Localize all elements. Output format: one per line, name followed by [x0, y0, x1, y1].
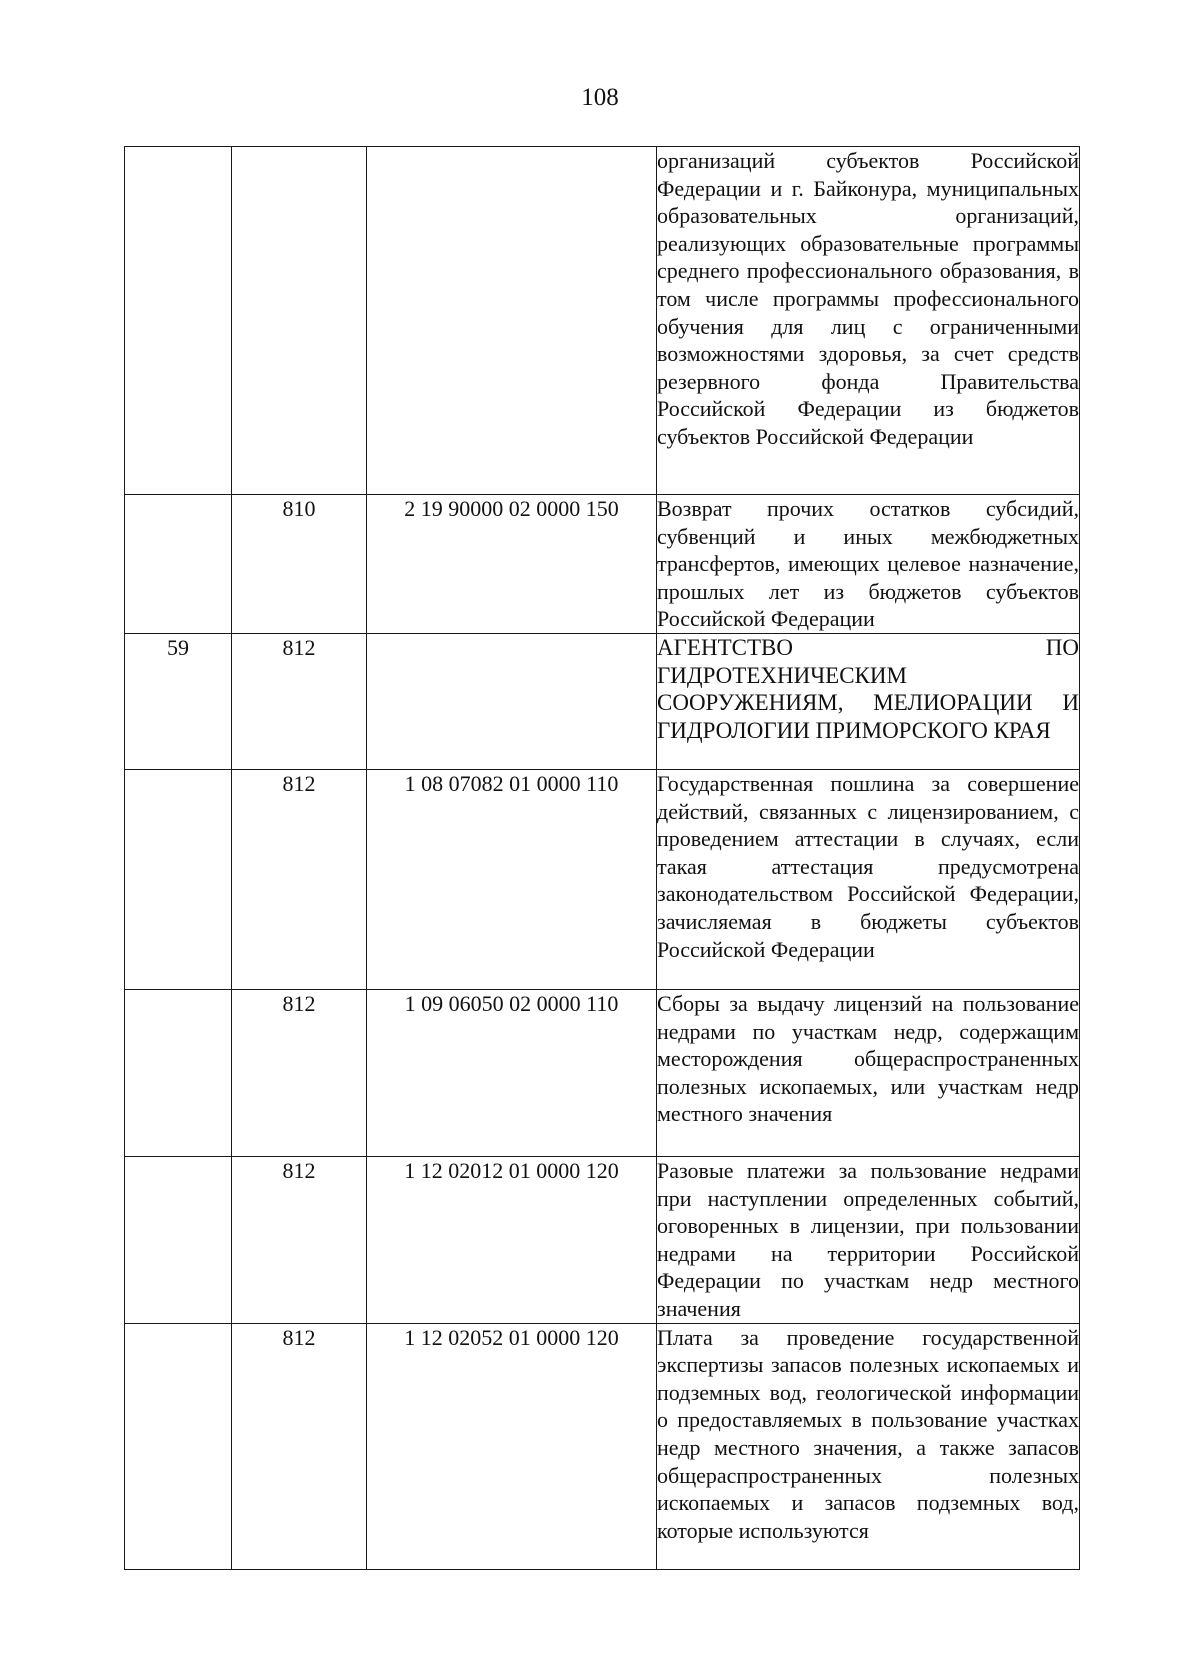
- budget-code-cell: 1 12 02012 01 0000 120: [367, 1156, 657, 1323]
- revenue-name-text: организаций субъектов Российской Федерации и г. Байконура, муниципальных образовательных организаций, реализующих образовательные программы среднего профессионального образования, в том числе программы профессионального обучения для лиц с ограниченными возможностями здоровья, за счет средств резервного фонда Правительства Российской Федерации из бюджетов субъектов Российской Федерации: [657, 148, 1079, 449]
- admin-code-cell: 812: [232, 769, 367, 989]
- budget-code-cell: 1 09 06050 02 0000 110: [367, 989, 657, 1156]
- admin-code-cell: 810: [232, 495, 367, 634]
- revenue-name-text: АГЕНТСТВО ПО ГИДРОТЕХНИЧЕСКИМ СООРУЖЕНИЯМ, МЕЛИОРАЦИИ И ГИДРОЛОГИИ ПРИМОРСКОГО КРАЯ: [657, 634, 1079, 743]
- row-number-cell: [125, 1323, 232, 1569]
- revenue-name-cell: [657, 1323, 1080, 1569]
- revenue-name-text: Возврат прочих остатков субсидий, субвенций и иных межбюджетных трансфертов, имеющих целевое назначение, прошлых лет из бюджетов субъектов Российской Федерации: [657, 496, 1079, 632]
- budget-code-cell: [367, 147, 657, 495]
- table-row: [125, 147, 1080, 495]
- row-number-cell: [125, 769, 232, 989]
- revenue-name-cell: [657, 633, 1080, 769]
- row-number-cell: [125, 1156, 232, 1323]
- budget-classification-table: [124, 146, 1080, 1570]
- row-number-cell: [125, 495, 232, 634]
- revenue-name-cell: [657, 1156, 1080, 1323]
- revenue-name-text: Плата за проведение государственной экспертизы запасов полезных ископаемых и подземных вод, геологической информации о предоставляемых в пользование участках недр местного значения, а также запасов общераспространенных полезных ископаемых и запасов подземных вод, которые используются: [657, 1324, 1079, 1543]
- revenue-name-cell: [657, 769, 1080, 989]
- table-row: [125, 989, 1080, 1156]
- revenue-name-cell: [657, 989, 1080, 1156]
- revenue-name-text: Государственная пошлина за совершение действий, связанных с лицензированием, с проведением аттестации в случаях, если такая аттестация предусмотрена законодательством Российской Федерации, зачисляемая в бюджеты субъектов Российской Федерации: [657, 770, 1079, 962]
- budget-code-cell: 2 19 90000 02 0000 150: [367, 495, 657, 634]
- table-row: [125, 769, 1080, 989]
- budget-code-cell: 1 12 02052 01 0000 120: [367, 1323, 657, 1569]
- budget-code-cell: [367, 633, 657, 769]
- row-number-cell: [125, 147, 232, 495]
- table-row: [125, 1156, 1080, 1323]
- table-row: [125, 495, 1080, 634]
- revenue-name-cell: [657, 147, 1080, 495]
- admin-code-cell: 812: [232, 633, 367, 769]
- revenue-name-text: Разовые платежи за пользование недрами при наступлении определенных событий, оговоренных в лицензии, при пользовании недрами на территории Российской Федерации по участкам недр местного значения: [657, 1157, 1079, 1321]
- revenue-name-text: Сборы за выдачу лицензий на пользование недрами по участкам недр, содержащим месторождения общераспространенных полезных ископаемых, или участкам недр местного значения: [657, 990, 1079, 1127]
- revenue-name-cell: [657, 495, 1080, 634]
- admin-code-cell: 812: [232, 989, 367, 1156]
- admin-code-cell: 812: [232, 1323, 367, 1569]
- admin-code-cell: [232, 147, 367, 495]
- row-number-cell: [125, 989, 232, 1156]
- table-row: [125, 1323, 1080, 1569]
- budget-code-cell: 1 08 07082 01 0000 110: [367, 769, 657, 989]
- row-number-cell: 59: [125, 633, 232, 769]
- admin-code-cell: 812: [232, 1156, 367, 1323]
- table-row: [125, 633, 1080, 769]
- page-number: 108: [581, 84, 619, 111]
